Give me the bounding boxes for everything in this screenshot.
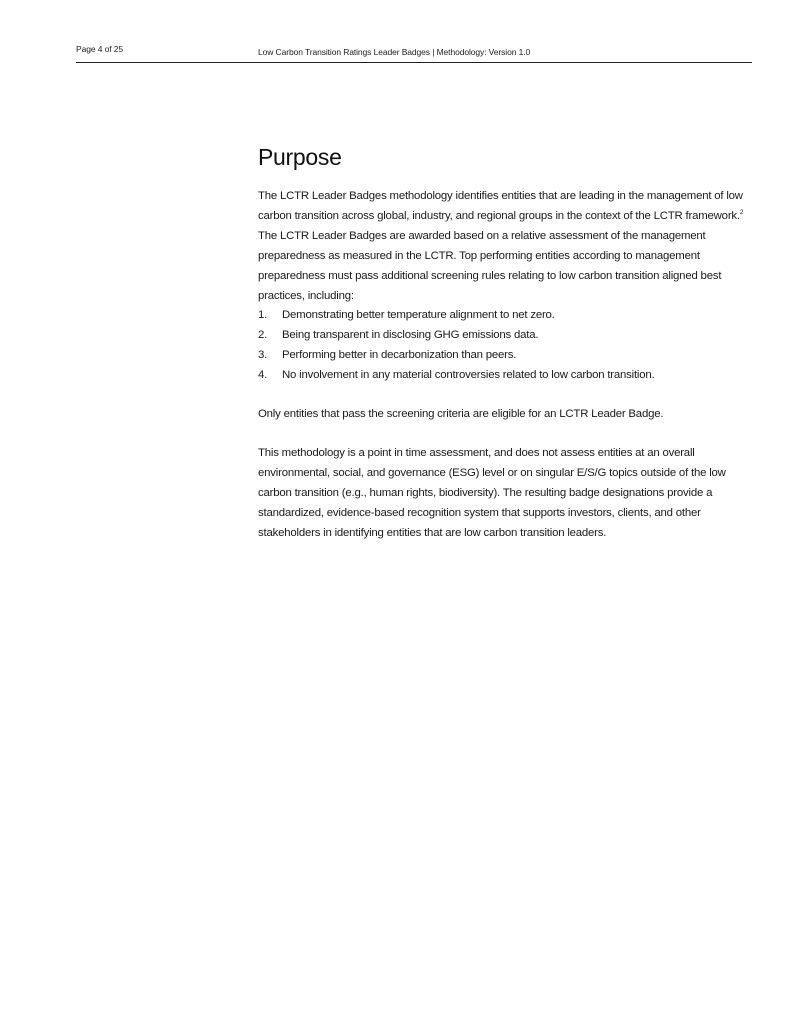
scope-paragraph: This methodology is a point in time assessment, and does not assess entities at an overall environmental, social, and governance (ESG) level or on singular E/S/G topics outside of the low carbon transition (e.g., human rights, biodiversity). The resulting badge designations provide a standardized, evidence-based recognition system that supports investors, clients, and other stakeholders in identifying entities that are low carbon transition leaders. (258, 446, 726, 539)
list-number: 1. (258, 309, 268, 322)
list-number: 4. (258, 369, 268, 382)
section-title: Purpose (258, 144, 342, 170)
intro-text-continued: The LCTR Leader Badges are awarded based on a relative assessment of the management preparedness as measured in the LCTR. Top performing entities according to management preparedness must pass additional screening rules relating to low carbon transition aligned best practices, including: (258, 229, 722, 302)
criteria-list (258, 306, 752, 386)
main-content (258, 142, 752, 544)
list-text: Being transparent in disclosing GHG emissions data. (282, 329, 539, 342)
list-number: 3. (258, 349, 268, 362)
list-item (258, 326, 752, 346)
page-header (76, 44, 752, 63)
list-number: 2. (258, 329, 268, 342)
intro-text: The LCTR Leader Badges methodology identifies entities that are leading in the management of low carbon transition across global, industry, and regional groups in the context of the LCTR framework. (258, 190, 743, 222)
document-title: Low Carbon Transition Ratings Leader Badges | Methodology: Version 1.0 (258, 47, 531, 57)
page-number: Page 4 of 25 (76, 44, 124, 54)
footnote-reference: 2 (739, 209, 744, 217)
list-item (258, 346, 752, 366)
list-text: Performing better in decarbonization than peers. (282, 349, 517, 362)
eligibility-paragraph: Only entities that pass the screening criteria are eligible for an LCTR Leader Badge. (258, 408, 664, 421)
list-item (258, 366, 752, 386)
list-text: Demonstrating better temperature alignment to net zero. (282, 309, 555, 322)
list-text: No involvement in any material controversies related to low carbon transition. (282, 369, 655, 382)
intro-paragraph (258, 187, 752, 306)
list-item (258, 306, 752, 326)
